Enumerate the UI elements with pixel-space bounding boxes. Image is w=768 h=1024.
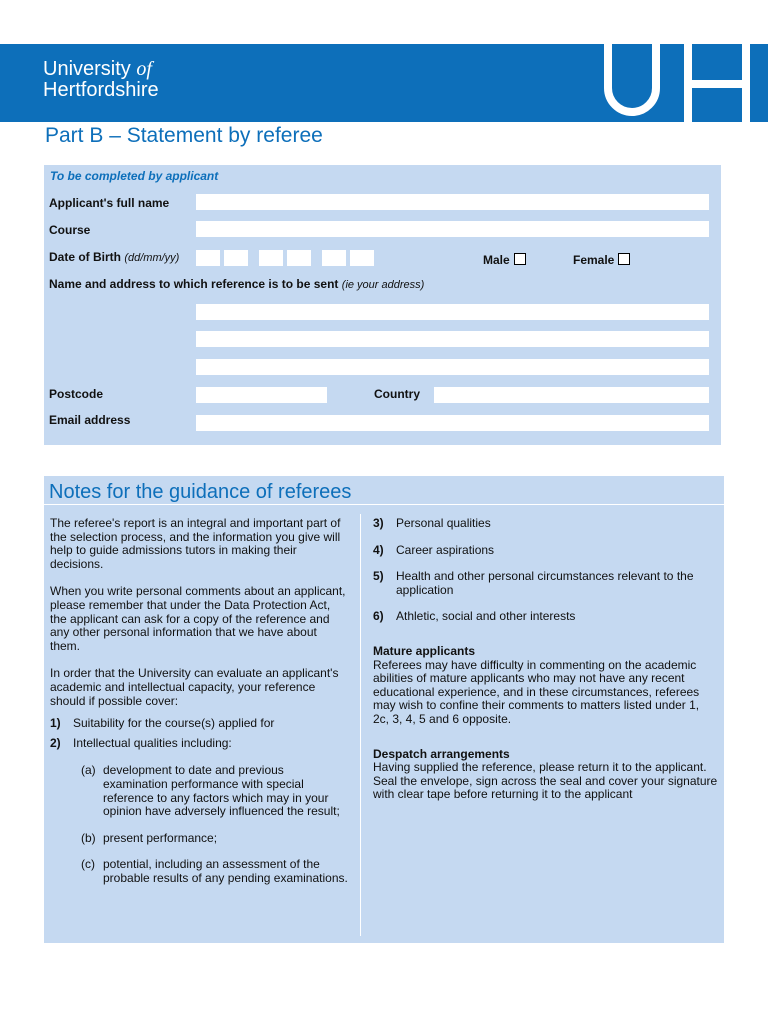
full-name-label: Applicant's full name — [49, 196, 170, 210]
email-label: Email address — [49, 413, 131, 427]
despatch-text-2: Seal the envelope, sign across the seal and cover your signature with clear tape before returning it to the applicant — [373, 773, 718, 802]
notes-right-column — [373, 517, 718, 802]
dob-month-1[interactable] — [259, 250, 283, 266]
female-checkbox[interactable] — [618, 253, 630, 265]
full-name-field[interactable] — [196, 194, 709, 210]
male-label: Male — [483, 253, 510, 267]
sub-item-letter: (a) — [81, 763, 96, 778]
dob-month-2[interactable] — [287, 250, 311, 266]
email-field[interactable] — [196, 415, 709, 431]
notes-para-2: When you write personal comments about an applicant, please remember that under the Data Protection Act, the applicant can ask for a copy of the reference and any other personal information that we have about them. — [50, 584, 346, 653]
dob-label-text: Date of Birth — [49, 250, 121, 264]
country-field[interactable] — [434, 387, 709, 403]
female-label: Female — [573, 253, 615, 267]
mature-heading: Mature applicants — [373, 643, 476, 658]
uh-monogram-icon — [600, 44, 768, 122]
male-checkbox[interactable] — [514, 253, 526, 265]
item-text: Career aspirations — [396, 542, 495, 557]
address-hint: (ie your address) — [341, 279, 425, 291]
page-title: Part B – Statement by referee — [45, 124, 323, 147]
header-banner — [0, 44, 768, 122]
despatch-heading: Despatch arrangements — [373, 746, 510, 761]
applicant-section — [44, 165, 721, 445]
dob-day-2[interactable] — [224, 250, 248, 266]
sub-item — [50, 858, 350, 885]
item-text: Personal qualities — [396, 516, 491, 530]
male-option — [483, 253, 526, 267]
item-number: 6) — [373, 609, 384, 624]
item-text: Intellectual qualities including: — [73, 735, 232, 750]
sub-item-text: development to date and previous examination performance with special reference to any factors which may in your opinion have adversely influenced the result; — [103, 763, 340, 819]
university-logo — [43, 59, 159, 101]
address-line-3[interactable] — [196, 359, 709, 375]
postcode-label: Postcode — [49, 387, 104, 401]
dob-year-1[interactable] — [322, 250, 346, 266]
mature-text: Referees may have difficulty in commenting on the academic abilities of mature applicants who may not have any recent educational experience, and in these circumstances, referees may wish to confine their comments to matters listed under 1, 2c, 3, 4, 5 and 6 opposite. — [373, 657, 700, 726]
column-divider — [360, 514, 361, 936]
sub-item-letter: (b) — [81, 830, 96, 845]
dob-year-2[interactable] — [350, 250, 374, 266]
item-number: 5) — [373, 569, 384, 584]
item-number: 3) — [373, 516, 384, 530]
notes-para-1: The referee's report is an integral and important part of the selection process, and the information you give will help to guide admissions tutors in making their decisions. — [50, 516, 341, 571]
postcode-field[interactable] — [196, 387, 327, 403]
logo-hertfordshire: Hertfordshire — [43, 79, 159, 101]
course-label: Course — [49, 223, 91, 237]
logo-of: of — [136, 58, 152, 80]
list-item — [373, 544, 718, 558]
notes-title: Notes for the guidance of referees — [49, 481, 352, 503]
sub-item-text: present performance; — [103, 830, 218, 845]
notes-divider — [44, 504, 724, 505]
notes-section — [44, 476, 724, 943]
dob-hint: (dd/mm/yy) — [124, 252, 180, 264]
sub-item-letter: (c) — [81, 857, 95, 872]
item-number: 1) — [50, 716, 61, 731]
list-item — [50, 737, 350, 751]
item-number: 4) — [373, 542, 384, 557]
address-label-text: Name and address to which reference is to be sent — [49, 277, 339, 291]
country-label: Country — [374, 387, 420, 401]
list-item — [373, 570, 718, 597]
address-line-1[interactable] — [196, 304, 709, 320]
sub-item-text: potential, including an assessment of the probable results of any pending examinations. — [103, 857, 348, 885]
list-item — [373, 517, 718, 531]
applicant-subtitle: To be completed by applicant — [50, 169, 219, 183]
notes-para-3: In order that the University can evaluate an applicant's academic and intellectual capacity, your reference should if possible cover: — [50, 666, 339, 708]
dob-day-1[interactable] — [196, 250, 220, 266]
item-text: Health and other personal circumstances relevant to the application — [396, 569, 694, 597]
item-text: Athletic, social and other interests — [396, 609, 576, 624]
item-number: 2) — [50, 735, 61, 750]
course-field[interactable] — [196, 221, 709, 237]
sub-item — [50, 832, 350, 846]
dob-label — [49, 250, 179, 264]
despatch-text-1: Having supplied the reference, please return it to the applicant. — [373, 760, 707, 775]
logo-university: University — [43, 58, 131, 80]
list-item — [50, 717, 350, 731]
sub-item — [50, 764, 350, 818]
notes-left-column — [50, 517, 350, 885]
female-option — [573, 253, 630, 267]
address-line-2[interactable] — [196, 331, 709, 347]
item-text: Suitability for the course(s) applied for — [73, 716, 275, 731]
list-item — [373, 610, 718, 624]
address-label — [49, 277, 424, 291]
